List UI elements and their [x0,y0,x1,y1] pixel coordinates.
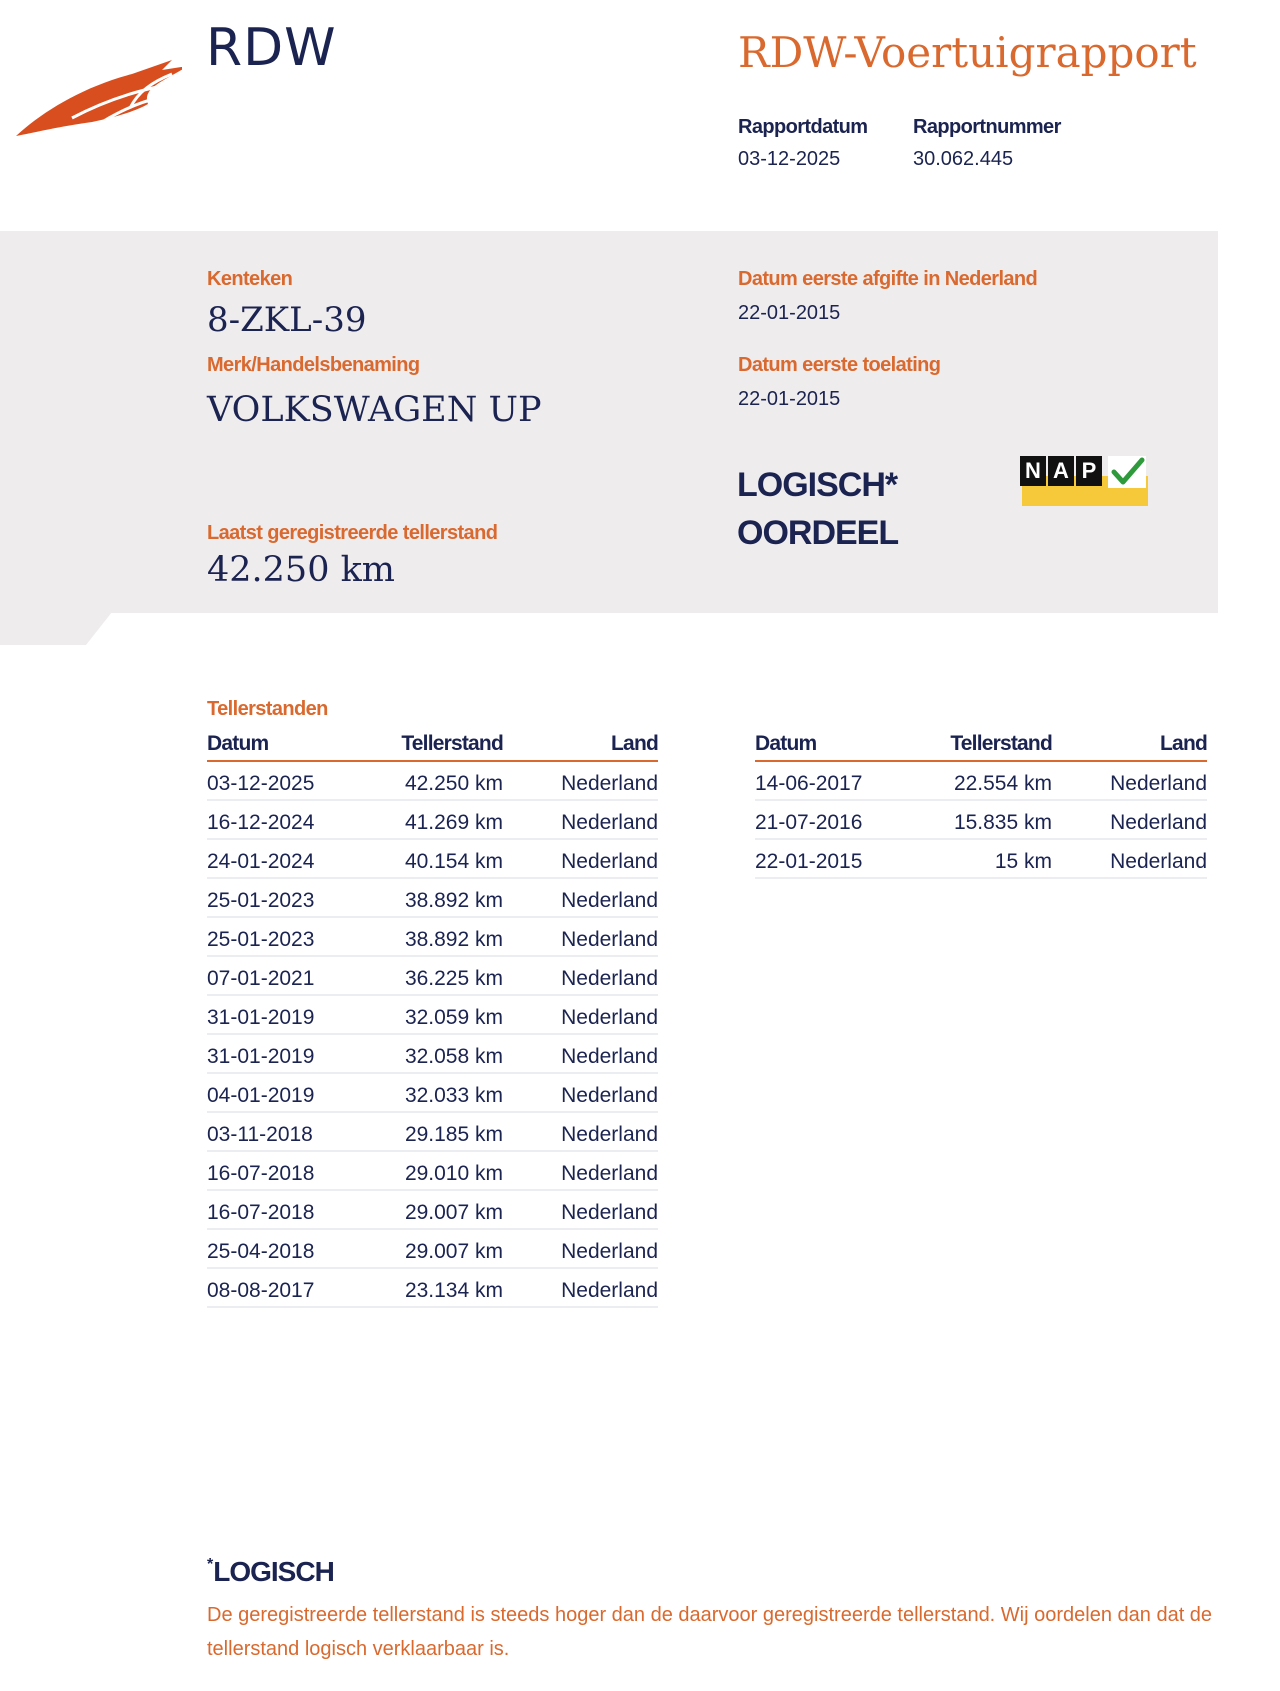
header-land: Land [611,732,658,755]
rapportdatum-value: 03-12-2025 [738,148,841,170]
merk-value: VOLKSWAGEN UP [207,390,542,430]
rapportdatum-label: Rapportdatum [738,116,868,138]
row-datum: 21-07-2016 [755,811,863,834]
table-row [207,1269,658,1308]
footnote-heading [207,1556,334,1588]
afgifte-value: 22-01-2015 [738,302,841,324]
row-datum: 04-01-2019 [207,1084,315,1107]
header-tellerstand: Tellerstand [950,732,1052,755]
table-row [207,1113,658,1152]
table-row [207,1074,658,1113]
row-datum: 07-01-2021 [207,967,315,990]
row-land: Nederland [561,1045,658,1068]
table-body-right [755,762,1207,879]
oordeel-line1: LOGISCH* [737,466,898,504]
row-tellerstand: 38.892 km [404,889,503,912]
header-datum: Datum [207,732,269,755]
row-land: Nederland [1110,850,1207,873]
row-tellerstand: 32.058 km [404,1045,503,1068]
row-datum: 25-04-2018 [207,1240,315,1263]
teller-label: Laatst geregistreerde tellerstand [207,522,498,544]
footnote-title: LOGISCH [213,1556,334,1587]
afgifte-label: Datum eerste afgifte in Nederland [738,268,1038,290]
table-header [755,730,1207,762]
row-tellerstand: 29.007 km [404,1240,503,1263]
table-body-left [207,762,658,1308]
row-tellerstand: 29.185 km [404,1123,503,1146]
row-datum: 31-01-2019 [207,1006,315,1029]
row-land: Nederland [561,850,658,873]
row-datum: 16-12-2024 [207,811,315,834]
header-datum: Datum [755,732,817,755]
row-datum: 22-01-2015 [755,850,863,873]
row-tellerstand: 40.154 km [404,850,503,873]
brand-name: RDW [206,18,337,78]
teller-value: 42.250 km [207,550,395,590]
row-tellerstand: 38.892 km [404,928,503,951]
toelating-value: 22-01-2015 [738,388,841,410]
row-land: Nederland [561,1279,658,1302]
rapportnummer-value: 30.062.445 [913,148,1014,170]
row-datum: 03-11-2018 [207,1123,313,1146]
row-datum: 08-08-2017 [207,1279,315,1302]
tellerstanden-title: Tellerstanden [207,698,328,720]
row-datum: 14-06-2017 [755,772,863,795]
row-datum: 03-12-2025 [207,772,315,795]
nap-letter-p: P [1076,456,1102,486]
row-tellerstand: 22.554 km [953,772,1052,795]
row-tellerstand: 15 km [994,850,1052,873]
kenteken-value: 8-ZKL-39 [207,300,367,340]
table-row [207,996,658,1035]
row-land: Nederland [561,811,658,834]
table-row [207,1035,658,1074]
row-datum: 25-01-2023 [207,889,315,912]
row-land: Nederland [1110,772,1207,795]
row-datum: 24-01-2024 [207,850,315,873]
row-datum: 31-01-2019 [207,1045,315,1068]
footnote-asterisk: * [207,1556,214,1573]
table-header [207,730,658,762]
header-land: Land [1160,732,1207,755]
table-row [207,840,658,879]
table-row [207,801,658,840]
table-row [207,918,658,957]
row-land: Nederland [561,928,658,951]
table-row [207,1152,658,1191]
row-land: Nederland [561,889,658,912]
tellerstanden-table-right [755,730,1207,879]
row-datum: 16-07-2018 [207,1201,315,1224]
toelating-label: Datum eerste toelating [738,354,941,376]
nap-letter-a: A [1048,456,1074,486]
table-row [207,957,658,996]
nap-letter-n: N [1020,456,1046,486]
report-title: RDW-Voertuigrapport [738,28,1197,77]
nap-letters [1020,456,1104,486]
table-row [207,762,658,801]
row-tellerstand: 23.134 km [404,1279,503,1302]
rapportnummer-label: Rapportnummer [913,116,1061,138]
tellerstanden-table-left [207,730,658,1308]
rdw-logo-icon [12,52,182,138]
table-row [207,1230,658,1269]
header-tellerstand: Tellerstand [401,732,503,755]
footnote-text: De geregistreerde tellerstand is steeds hoger dan de daarvoor geregistreerde tellerstand. Wij oordelen dan dat de tellerstand logisch verklaarbaar is. [207,1604,1213,1660]
row-land: Nederland [561,1240,658,1263]
row-tellerstand: 32.059 km [404,1006,503,1029]
table-row [207,879,658,918]
row-land: Nederland [561,1123,658,1146]
row-tellerstand: 36.225 km [404,967,503,990]
panel-tail-decoration [0,612,112,645]
row-land: Nederland [561,1162,658,1185]
row-land: Nederland [561,1006,658,1029]
kenteken-label: Kenteken [207,268,293,290]
row-tellerstand: 15.835 km [953,811,1052,834]
table-row [755,840,1207,879]
row-datum: 25-01-2023 [207,928,315,951]
merk-label: Merk/Handelsbenaming [207,354,420,376]
row-land: Nederland [1110,811,1207,834]
row-tellerstand: 42.250 km [404,772,503,795]
row-tellerstand: 32.033 km [404,1084,503,1107]
row-datum: 16-07-2018 [207,1162,315,1185]
row-land: Nederland [561,1201,658,1224]
row-land: Nederland [561,967,658,990]
nap-badge [1020,456,1150,508]
row-tellerstand: 41.269 km [404,811,503,834]
row-land: Nederland [561,1084,658,1107]
row-tellerstand: 29.007 km [404,1201,503,1224]
check-icon [1108,456,1148,488]
table-row [755,801,1207,840]
table-row [207,1191,658,1230]
table-row [755,762,1207,801]
row-tellerstand: 29.010 km [404,1162,503,1185]
oordeel-line2: OORDEEL [737,514,899,552]
row-land: Nederland [561,772,658,795]
